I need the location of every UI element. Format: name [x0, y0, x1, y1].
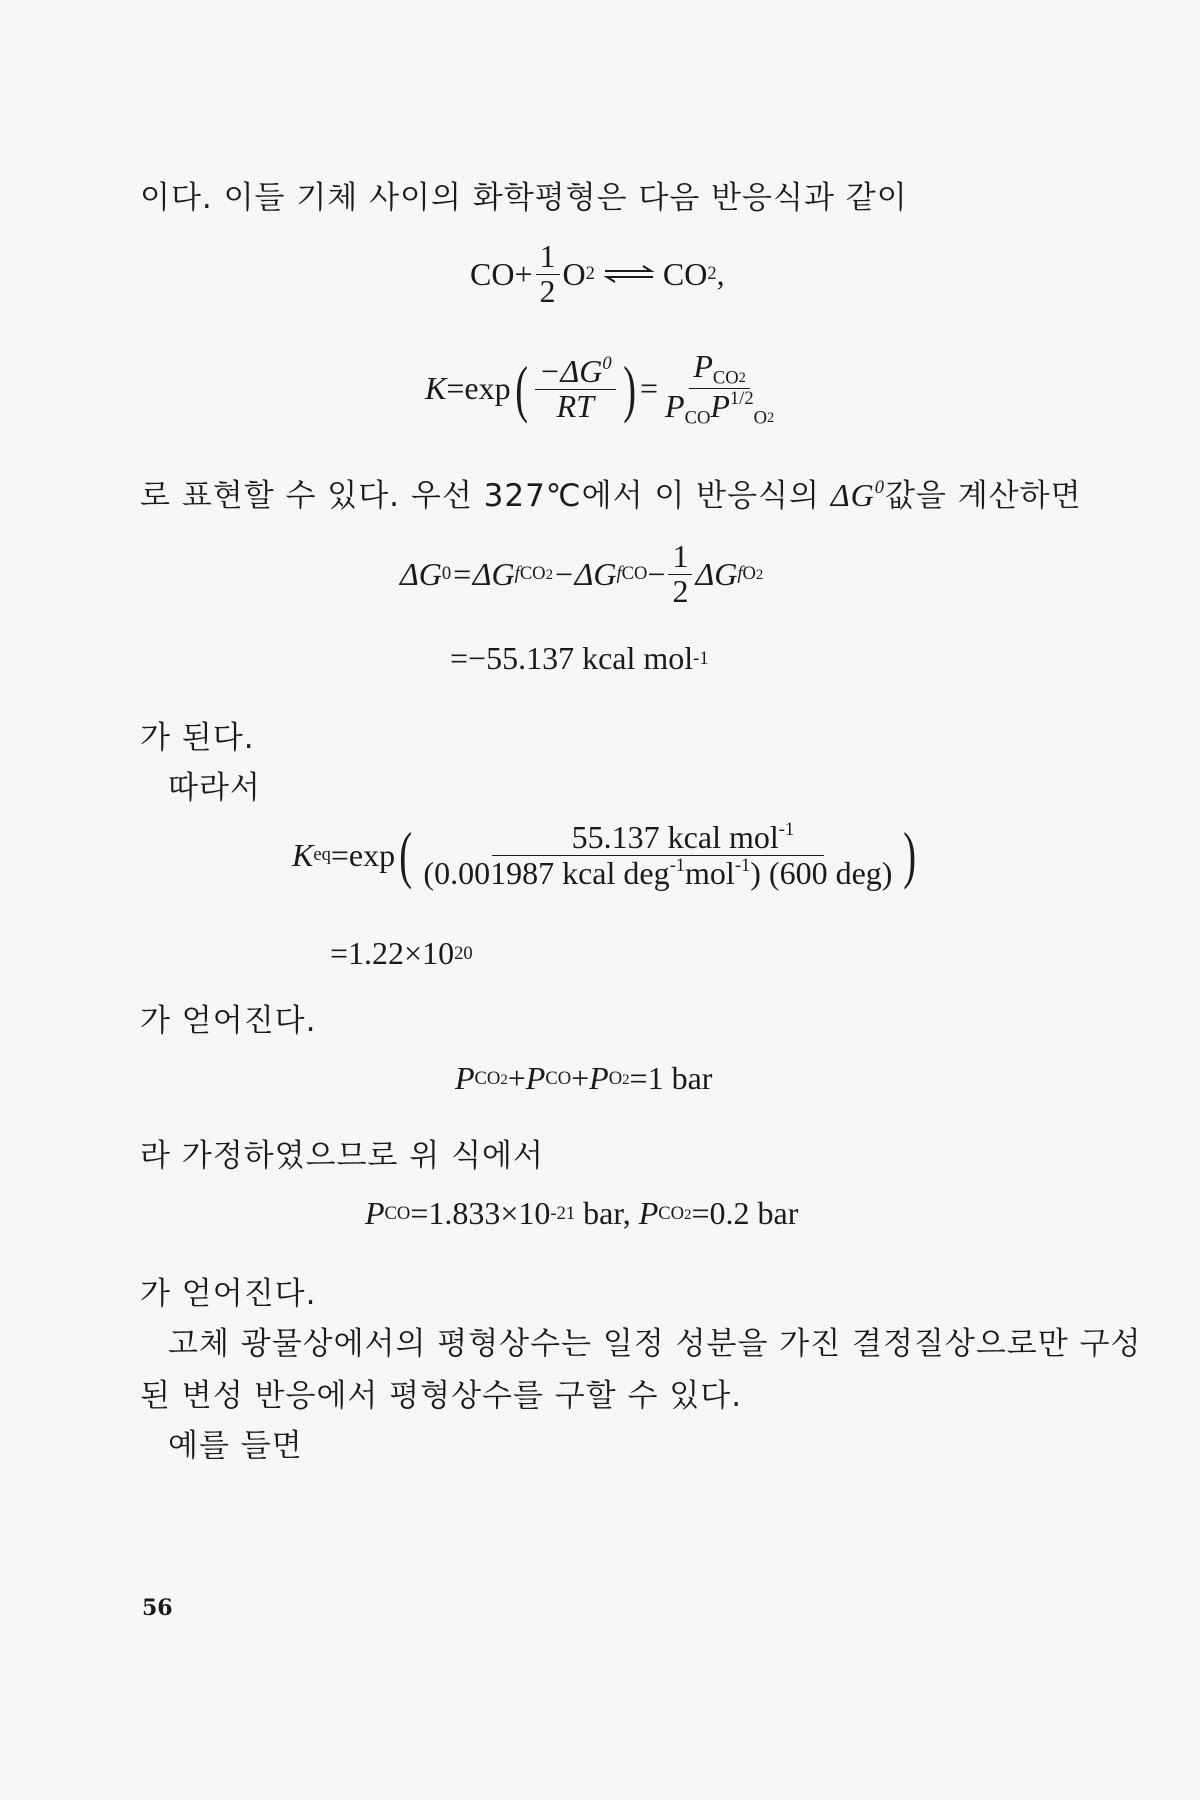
equation-keq-result: =1.22×10 20: [330, 935, 473, 971]
equation-dg0: ΔG 0 =ΔG fCO2 −ΔG fCO − $\frac{1}{2}$ ΔG fO2: [400, 538, 764, 609]
eq-o2: O: [562, 255, 586, 292]
text-line-2: 로 표현할 수 있다. 우선 327℃에서 이 반응식의 $\Delta G^0$값을 계산하면: [140, 477, 1082, 514]
fraction-pressure: $\frac{P_{CO2}}{P_{CO}P^{1/2}_{O2}}$: [665, 348, 775, 429]
fraction-dg-rt: $\frac{-\Delta G^0}{RT}$: [535, 354, 616, 423]
text-line-3: 가 된다.: [140, 720, 255, 756]
equation-keq: K eq =exp ( $\frac{55.137 kcal mol^{-1}}{(0.001987 kcal deg^{-1}mol^{-1}) (600 deg)}$ ): [292, 818, 917, 891]
text-line-9: 된 변성 반응에서 평형상수를 구할 수 있다.: [140, 1378, 743, 1414]
text-line-7: 가 얻어진다.: [140, 1276, 317, 1312]
text-line-8: 고체 광물상에서의 평형상수는 일정 성분을 가진 결정질상으로만 구성: [168, 1326, 1142, 1362]
text-line-10: 예를 들면: [168, 1428, 303, 1464]
equation-k: K =exp ( $\frac{-\Delta G^0}{RT}$ ) = $\frac{P_{CO2}}{P_{CO}P^{1/2}_{O2}}$: [425, 350, 781, 428]
text-line-1: 이다. 이들 기체 사이의 화학평형은 다음 반응식과 같이: [140, 180, 908, 216]
equation-reaction: CO+ $\frac{1}{2}$ O 2 CO 2 ,: [470, 238, 725, 309]
dg0-inline: $\Delta G^0$: [830, 477, 885, 513]
fraction-half: $\frac{1}{2}$: [536, 240, 560, 308]
page-number: 56: [142, 1595, 173, 1621]
fraction-half-2: $\frac{1}{2}$: [668, 540, 692, 608]
equation-pressure-sum: P CO2 + P CO + P O2 =1 bar: [455, 1060, 713, 1096]
text-line-5: 가 얻어진다.: [140, 1003, 317, 1039]
eq-co: CO+: [470, 255, 533, 292]
equation-partial-pressures: P CO =1.833×10 -21 bar, P CO2 =0.2 bar: [365, 1195, 799, 1231]
fraction-keq: $\frac{55.137 kcal mol^{-1}}{(0.001987 kcal deg^{-1}mol^{-1}) (600 deg)}$: [423, 818, 893, 891]
text-line-6: 라 가정하였으므로 위 식에서: [140, 1138, 544, 1174]
text-line-4: 따라서: [168, 770, 261, 806]
eq-co2: CO: [662, 255, 708, 292]
equilibrium-arrow: [603, 265, 655, 283]
equation-dg-value: =−55.137 kcal mol -1: [450, 640, 709, 676]
